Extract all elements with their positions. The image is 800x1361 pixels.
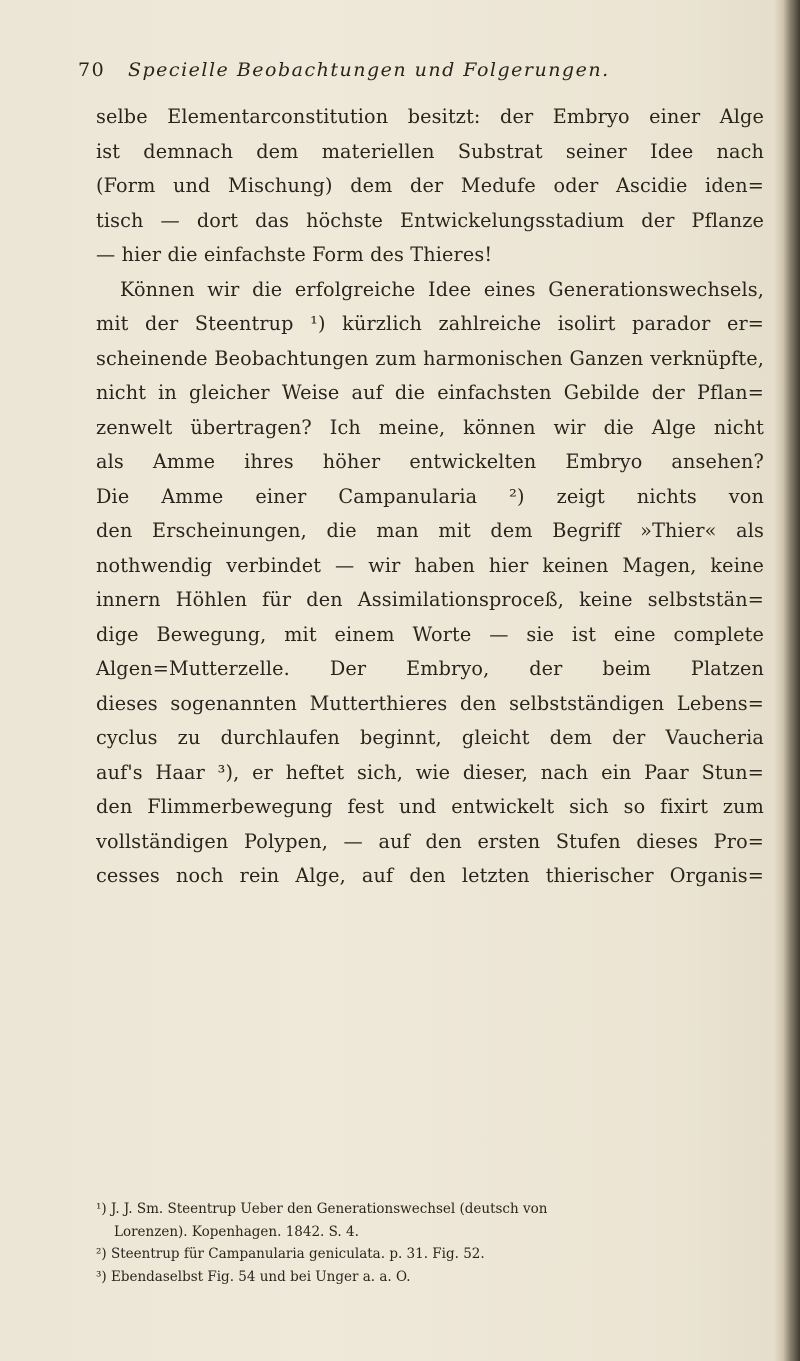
footnotes xyxy=(96,1198,764,1288)
footnote-line: ³) Ebendaselbst Fig. 54 und bei Unger a. a. O. xyxy=(96,1268,411,1285)
text-line: — hier die einfachste Form des Thieres! xyxy=(96,243,493,266)
text-line: Die Amme einer Campanularia ²) zeigt nichts von xyxy=(96,484,764,508)
text-line: tisch — dort das höchste Entwickelungsstadium der Pflanze xyxy=(96,208,764,232)
text-line: nicht in gleicher Weise auf die einfachsten Gebilde der Pflan= xyxy=(96,381,764,404)
text-line: nothwendig verbindet — wir haben hier keinen Magen, keine xyxy=(96,553,764,577)
text-line: den Erscheinungen, die man mit dem Begriff »Thier« als xyxy=(96,519,764,542)
text-line: Können wir die erfolgreiche Idee eines Generationswechsels, xyxy=(120,277,764,301)
footnote-line: Lorenzen). Kopenhagen. 1842. S. 4. xyxy=(114,1223,359,1240)
text-line: mit der Steentrup ¹) kürzlich zahlreiche isolirt parador er= xyxy=(96,312,764,335)
page-number: 70 xyxy=(78,59,106,81)
text-line: innern Höhlen für den Assimilationsproceß, keine selbststän= xyxy=(96,588,764,611)
text-line: cyclus zu durchlaufen beginnt, gleicht dem der Vaucheria xyxy=(96,726,764,749)
footnote-line: ²) Steentrup für Campanularia geniculata. p. 31. Fig. 52. xyxy=(96,1246,485,1262)
text-line: auf's Haar ³), er heftet sich, wie dieser, nach ein Paar Stun= xyxy=(96,760,764,784)
text-line: cesses noch rein Alge, auf den letzten thierischer Organis= xyxy=(96,864,764,887)
text-line: zenwelt übertragen? Ich meine, können wir die Alge nicht xyxy=(96,415,764,439)
page-edge-shadow xyxy=(774,0,800,1361)
body-text xyxy=(96,100,764,894)
text-line: dige Bewegung, mit einem Worte — sie ist eine complete xyxy=(96,622,764,646)
footnote-line: ¹) J. J. Sm. Steentrup Ueber den Generationswechsel (deutsch von xyxy=(96,1201,548,1217)
text-line: Algen=Mutterzelle. Der Embryo, der beim Platzen xyxy=(96,657,764,680)
text-line: (Form und Mischung) dem der Medufe oder Ascidie iden= xyxy=(96,174,764,197)
text-line: als Amme ihres höher entwickelten Embryo ansehen? xyxy=(96,450,764,473)
text-line: den Flimmerbewegung fest und entwickelt sich so fixirt zum xyxy=(96,795,764,818)
text-line: selbe Elementarconstitution besitzt: der Embryo einer Alge xyxy=(96,105,764,128)
text-line: vollständigen Polypen, — auf den ersten Stufen dieses Pro= xyxy=(96,829,764,853)
running-title: Specielle Beobachtungen und Folgerungen. xyxy=(128,59,610,81)
running-head xyxy=(78,56,758,84)
text-line: dieses sogenannten Mutterthieres den selbstständigen Lebens= xyxy=(96,691,764,715)
text-line: scheinende Beobachtungen zum harmonischen Ganzen verknüpfte, xyxy=(96,346,764,370)
text-line: ist demnach dem materiellen Substrat seiner Idee nach xyxy=(96,139,764,163)
